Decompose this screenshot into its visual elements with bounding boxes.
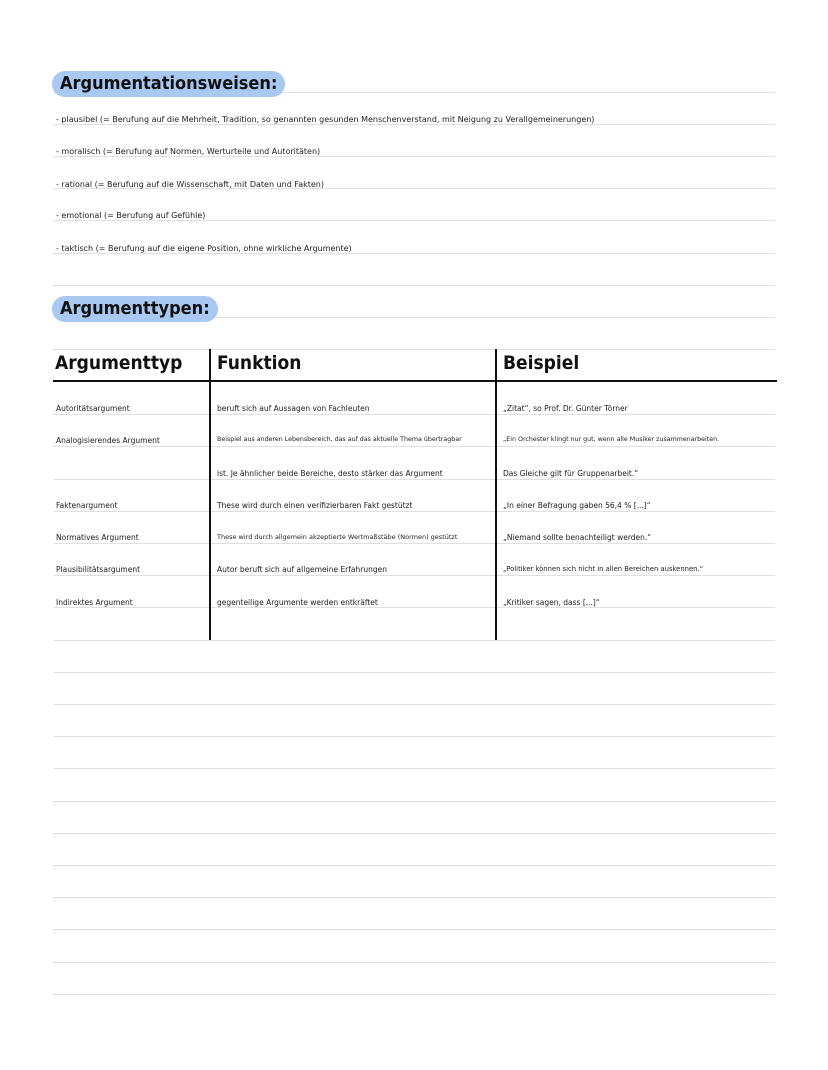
bullet-taktisch: - taktisch (= Berufung auf die eigene Position, ohne wirkliche Argumente) xyxy=(56,244,352,253)
cell-funktion: These wird durch einen verifizierbaren Fakt gestützt xyxy=(217,501,413,510)
column-header-argumenttyp: Argumenttyp xyxy=(55,352,183,374)
table-column-divider xyxy=(495,349,497,640)
bullet-plausibel: - plausibel (= Berufung auf die Mehrheit, Tradition, so genannten gesunden Menschenverstand, mit Neigung zu Verallgemeinerungen) xyxy=(56,115,595,124)
bullet-rational: - rational (= Berufung auf die Wissenschaft, mit Daten und Fakten) xyxy=(56,180,324,189)
bullet-emotional: - emotional (= Berufung auf Gefühle) xyxy=(56,211,206,220)
cell-funktion: These wird durch allgemein akzeptierte Wertmaßstäbe (Normen) gestützt xyxy=(217,533,458,541)
cell-typ: Plausibilitätsargument xyxy=(56,565,141,574)
cell-funktion: Autor beruft sich auf allgemeine Erfahrungen xyxy=(217,565,387,574)
cell-typ: Autoritätsargument xyxy=(56,404,130,413)
cell-beispiel: „Politiker können sich nicht in allen Bereichen auskennen.“ xyxy=(503,565,704,573)
cell-funktion: gegenteilige Argumente werden entkräftet xyxy=(217,598,378,607)
cell-typ: Normatives Argument xyxy=(56,533,139,542)
cell-funktion: ist. Je ähnlicher beide Bereiche, desto stärker das Argument xyxy=(217,469,443,478)
cell-typ: Indirektes Argument xyxy=(56,598,133,607)
cell-beispiel: „Ein Orchester klingt nur gut, wenn alle Musiker zusammenarbeiten. xyxy=(503,436,720,443)
table-header-rule xyxy=(53,380,777,382)
bullet-moralisch: - moralisch (= Berufung auf Normen, Werturteile und Autoritäten) xyxy=(56,147,321,156)
cell-funktion: beruft sich auf Aussagen von Fachleuten xyxy=(217,404,370,413)
column-header-funktion: Funktion xyxy=(217,352,302,374)
heading-argumentationsweisen: Argumentationsweisen: xyxy=(52,71,285,97)
cell-typ: Faktenargument xyxy=(56,501,118,510)
cell-typ: Analogisierendes Argument xyxy=(56,436,160,445)
cell-beispiel: „Kritiker sagen, dass [...]“ xyxy=(503,598,600,607)
cell-beispiel: Das Gleiche gilt für Gruppenarbeit.“ xyxy=(503,469,639,478)
cell-funktion: Beispiel aus anderen Lebensbereich, das auf das aktuelle Thema übertragbar xyxy=(217,436,462,443)
heading-argumenttypen: Argumenttypen: xyxy=(52,296,218,322)
column-header-beispiel: Beispiel xyxy=(503,352,580,374)
cell-beispiel: „In einer Befragung gaben 56,4 % [...]“ xyxy=(503,501,651,510)
table-column-divider xyxy=(209,349,211,640)
cell-beispiel: „Zitat“, so Prof. Dr. Günter Törner xyxy=(503,404,628,413)
cell-beispiel: „Niemand sollte benachteiligt werden.“ xyxy=(503,533,652,542)
